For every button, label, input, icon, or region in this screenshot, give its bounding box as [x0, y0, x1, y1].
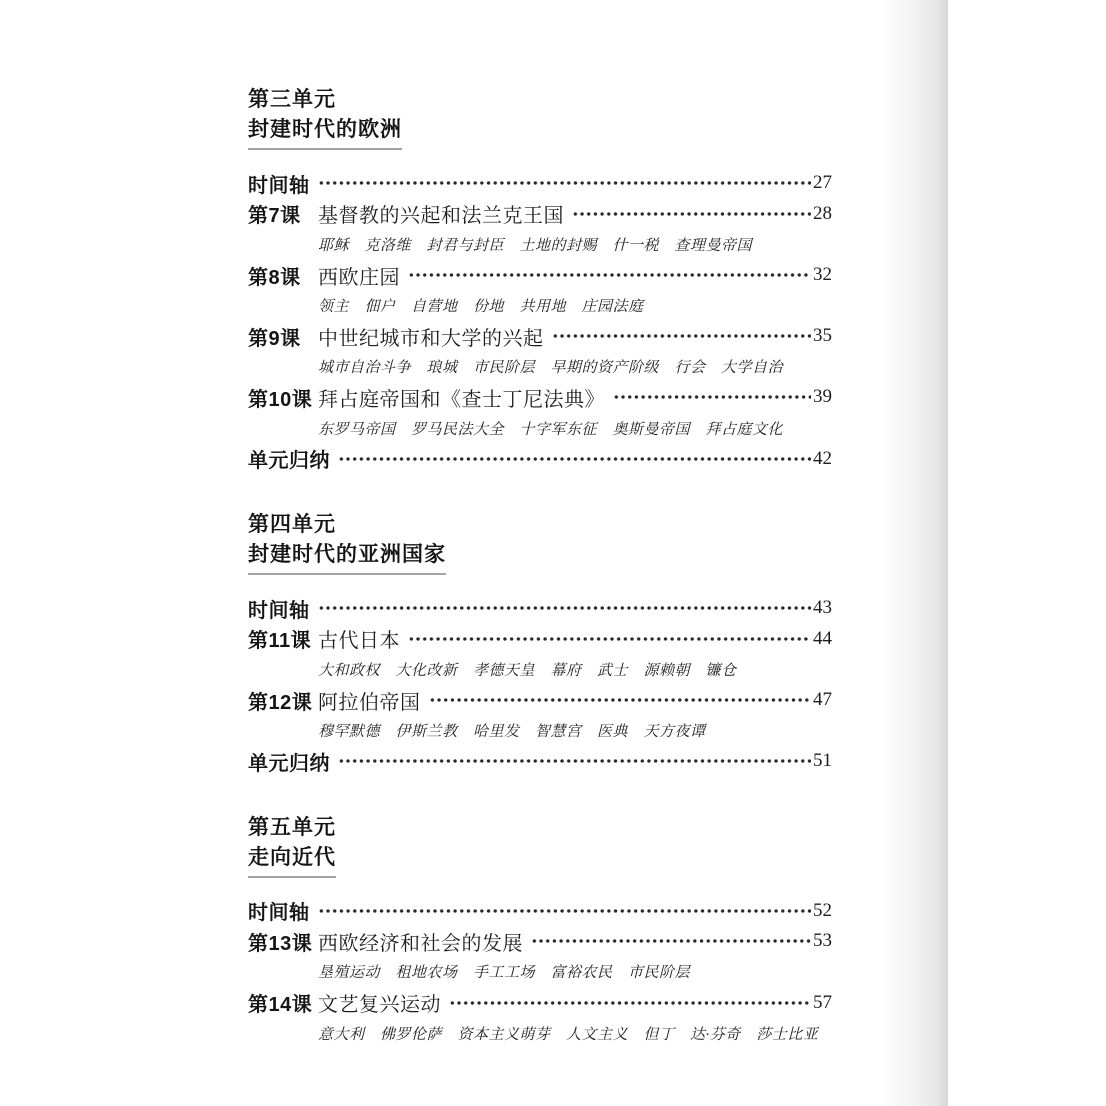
page-number: 52 [813, 899, 832, 921]
lesson-keywords: 意大利 佛罗伦萨 资本主义萌芽 人文主义 但丁 达·芬奇 莎士比亚 [318, 1026, 819, 1043]
entry-label: 单元归纳 [248, 450, 330, 473]
toc-entry-lesson-7 [248, 199, 832, 230]
lesson-label: 第12课 [248, 691, 313, 714]
toc-entry-lesson-14 [248, 987, 832, 1018]
lesson-label: 第14课 [248, 994, 313, 1017]
page-number: 27 [813, 172, 832, 194]
lesson-label: 第13课 [248, 932, 313, 955]
page-number: 32 [813, 264, 832, 286]
toc-entry-unit-summary [248, 746, 832, 777]
dot-leader [318, 896, 812, 927]
unit-header [248, 510, 832, 575]
lesson-keywords: 城市自治斗争 琅城 市民阶层 早期的资产阶级 行会 大学自治 [318, 360, 784, 377]
lesson-title: 文艺复兴运动 [318, 994, 441, 1017]
dot-leader [449, 987, 811, 1018]
unit-title-wrap [248, 540, 446, 575]
lesson-title: 阿拉伯帝国 [318, 691, 421, 714]
page-number: 28 [813, 202, 832, 224]
page-number: 42 [813, 447, 832, 469]
lesson-label: 第8课 [248, 266, 301, 289]
unit-section-5 [248, 813, 832, 1049]
toc-entry-lesson-11 [248, 624, 832, 655]
unit-title-wrap [248, 843, 336, 878]
lesson-keywords: 耶稣 克洛维 封君与封臣 土地的封赐 什一税 查理曼帝国 [318, 237, 753, 254]
lesson-keywords: 垦殖运动 租地农场 手工工场 富裕农民 市民阶层 [318, 965, 691, 982]
toc-entry-lesson-10 [248, 382, 832, 413]
page-number: 57 [813, 991, 832, 1013]
lesson-title: 古代日本 [318, 630, 400, 653]
lesson-keywords-row [248, 290, 832, 321]
unit-number: 第三单元 [248, 88, 336, 111]
lesson-keywords: 穆罕默德 伊斯兰教 哈里发 智慧宫 医典 天方夜谭 [318, 724, 706, 741]
unit-header [248, 85, 832, 150]
unit-title-underline [248, 876, 336, 878]
page-number: 51 [813, 750, 832, 772]
dot-leader [318, 593, 812, 624]
dot-leader [338, 443, 811, 474]
lesson-keywords-row [248, 654, 832, 685]
lesson-keywords-row [248, 352, 832, 383]
lesson-label: 第11课 [248, 630, 312, 653]
dot-leader [318, 168, 812, 199]
unit-title: 封建时代的亚洲国家 [248, 542, 446, 566]
lesson-label: 第10课 [248, 388, 313, 411]
toc-entry-timeline [248, 593, 832, 624]
page-number: 53 [813, 930, 832, 952]
dot-leader [531, 926, 811, 957]
page-number: 47 [813, 689, 832, 711]
page-number: 39 [813, 386, 832, 408]
toc-entry-unit-summary [248, 443, 832, 474]
unit-section-4 [248, 510, 832, 777]
dot-leader [408, 260, 811, 291]
page-number: 35 [813, 325, 832, 347]
toc-entry-lesson-8 [248, 260, 832, 291]
entry-label: 时间轴 [248, 599, 310, 622]
page-number: 44 [813, 627, 832, 649]
lesson-keywords-row [248, 229, 832, 260]
unit-number: 第四单元 [248, 512, 336, 536]
unit-title-underline [248, 573, 446, 575]
toc-entry-lesson-12 [248, 685, 832, 716]
dot-leader [572, 199, 811, 230]
unit-title: 走向近代 [248, 845, 336, 869]
page-number: 43 [813, 597, 832, 619]
toc-entry-lesson-9 [248, 321, 832, 352]
unit-header [248, 813, 832, 878]
lesson-keywords-row [248, 957, 832, 988]
dot-leader [613, 382, 811, 413]
toc-entry-timeline [248, 168, 832, 199]
unit-section-3 [248, 85, 832, 474]
lesson-keywords-row [248, 413, 832, 444]
unit-title-underline [248, 148, 402, 150]
entry-label: 单元归纳 [248, 752, 330, 775]
unit-title: 封建时代的欧洲 [248, 118, 402, 141]
dot-leader [429, 685, 812, 716]
lesson-title: 西欧庄园 [318, 266, 400, 289]
lesson-title: 拜占庭帝国和《查士丁尼法典》 [318, 388, 605, 411]
page-edge-shadow [880, 0, 948, 1106]
entry-label: 时间轴 [248, 174, 310, 197]
toc-entry-timeline [248, 896, 832, 927]
lesson-title: 基督教的兴起和法兰克王国 [318, 205, 564, 228]
lesson-label: 第9课 [248, 327, 301, 350]
lesson-keywords-row [248, 1018, 832, 1049]
entry-label: 时间轴 [248, 902, 310, 925]
lesson-title: 中世纪城市和大学的兴起 [318, 327, 544, 350]
lesson-label: 第7课 [248, 205, 301, 228]
dot-leader [552, 321, 812, 352]
lesson-title: 西欧经济和社会的发展 [318, 932, 523, 955]
toc-content [248, 85, 832, 1048]
unit-number: 第五单元 [248, 815, 336, 839]
toc-entry-lesson-13 [248, 926, 832, 957]
lesson-keywords-row [248, 715, 832, 746]
unit-title-wrap [248, 115, 402, 150]
lesson-keywords: 东罗马帝国 罗马民法大全 十字军东征 奥斯曼帝国 拜占庭文化 [318, 421, 784, 438]
lesson-keywords: 大和政权 大化改新 孝德天皇 幕府 武士 源赖朝 镰仓 [318, 662, 737, 679]
dot-leader [408, 624, 811, 655]
dot-leader [338, 746, 811, 777]
lesson-keywords: 领主 佃户 自营地 份地 共用地 庄园法庭 [318, 299, 644, 316]
